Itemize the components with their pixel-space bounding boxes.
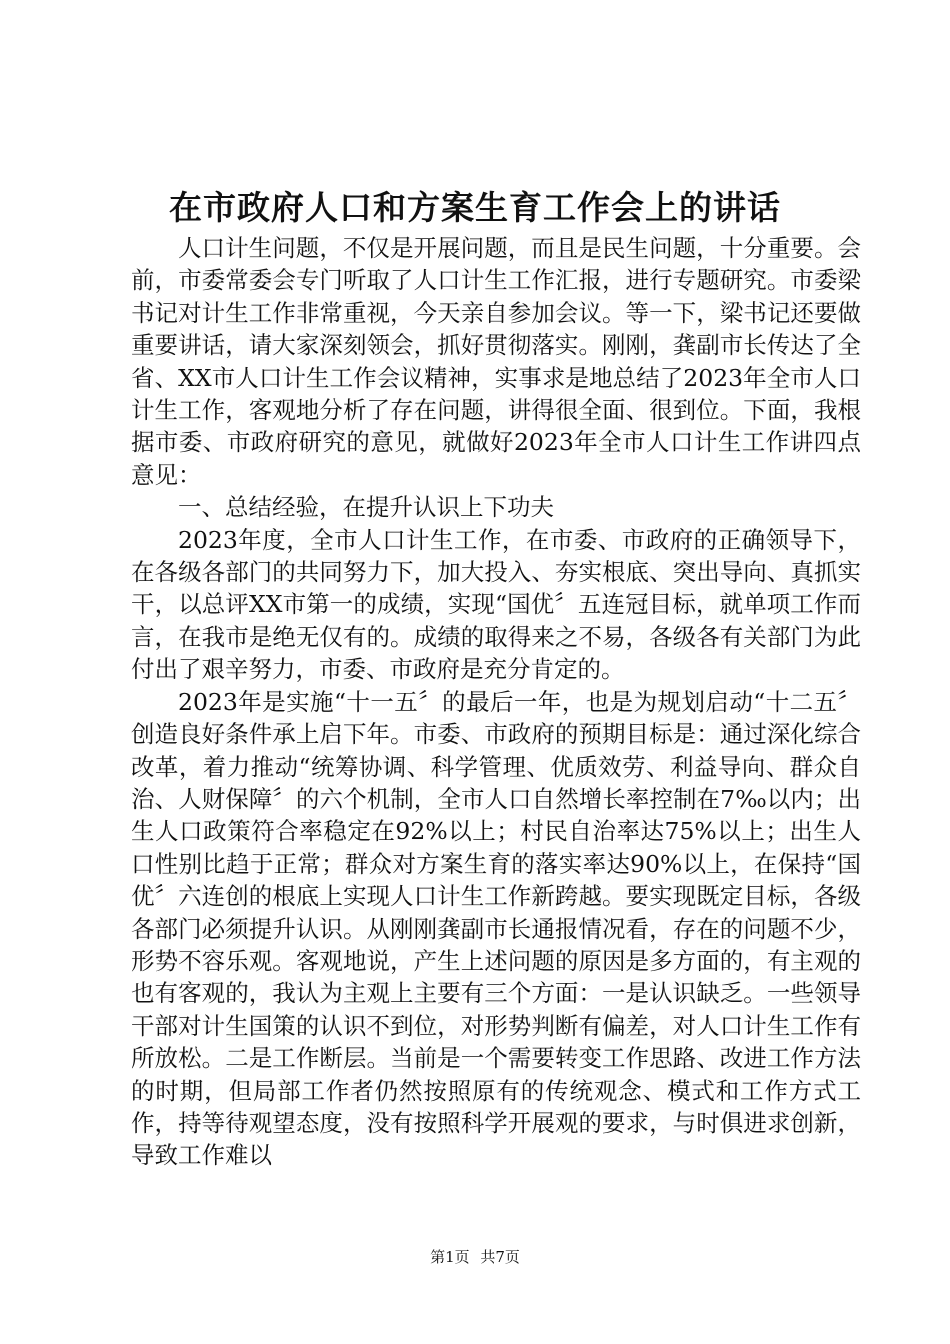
- page-footer: [0, 1247, 950, 1267]
- paragraph-goals: 2023年是实施“十一五〞的最后一年，也是为规划启动“十二五〞创造良好条件承上启下年。市委、市政府的预期目标是：通过深化综合改革，着力推动“统筹协调、科学管理、优质效劳、利益导向、群众自治、人财保障〞的六个机制，全市人口自然增长率控制在7‰以内；出生人口政策符合率稳定在92%以上；村民自治率达75%以上；出生人口性别比趋于正常；群众对方案生育的落实率达90%以上，在保持“国优〞六连创的根底上实现人口计生工作新跨越。要实现既定目标，各级各部门必须提升认识。从刚刚龚副市长通报情况看，存在的问题不少，形势不容乐观。客观地说，产生上述问题的原因是多方面的，有主观的也有客观的，我认为主观上主要有三个方面：一是认识缺乏。一些领导干部对计生国策的认识不到位，对形势判断有偏差，对人口计生工作有所放松。二是工作断层。当前是一个需要转变工作思路、改进工作方法的时期，但局部工作者仍然按照原有的传统观念、模式和工作方式工作，持等待观望态度，没有按照科学开展观的要求，与时俱进求创新，导致工作难以: [131, 687, 861, 1170]
- paragraph-achievements: 2023年度，全市人口计生工作，在市委、市政府的正确领导下，在各级各部门的共同努力下，加大投入、夯实根底、突出导向、真抓实干，以总评XX市第一的成绩，实现“国优〞五连冠目标，就单项工作而言，在我市是绝无仅有的。成绩的取得来之不易，各级各有关部门为此付出了艰辛努力，市委、市政府是充分肯定的。: [131, 525, 861, 684]
- page-number: 第1页: [430, 1248, 470, 1266]
- section-heading-1: 一、总结经验，在提升认识上下功夫: [178, 493, 554, 522]
- paragraph-intro: 人口计生问题，不仅是开展问题，而且是民生问题，十分重要。会前，市委常委会专门听取了人口计生工作汇报，进行专题研究。市委梁书记对计生工作非常重视，今天亲自参加会议。等一下，梁书记还要做重要讲话，请大家深刻领会，抓好贯彻落实。刚刚，龚副市长传达了全省、XX市人口计生工作会议精神，实事求是地总结了2023年全市人口计生工作，客观地分析了存在问题，讲得很全面、很到位。下面，我根据市委、市政府研究的意见，就做好2023年全市人口计生工作讲四点意见：: [131, 234, 861, 489]
- page-total: 共7页: [480, 1248, 520, 1266]
- document-title: 在市政府人口和方案生育工作会上的讲话: [169, 188, 781, 227]
- document-body: [131, 232, 861, 1172]
